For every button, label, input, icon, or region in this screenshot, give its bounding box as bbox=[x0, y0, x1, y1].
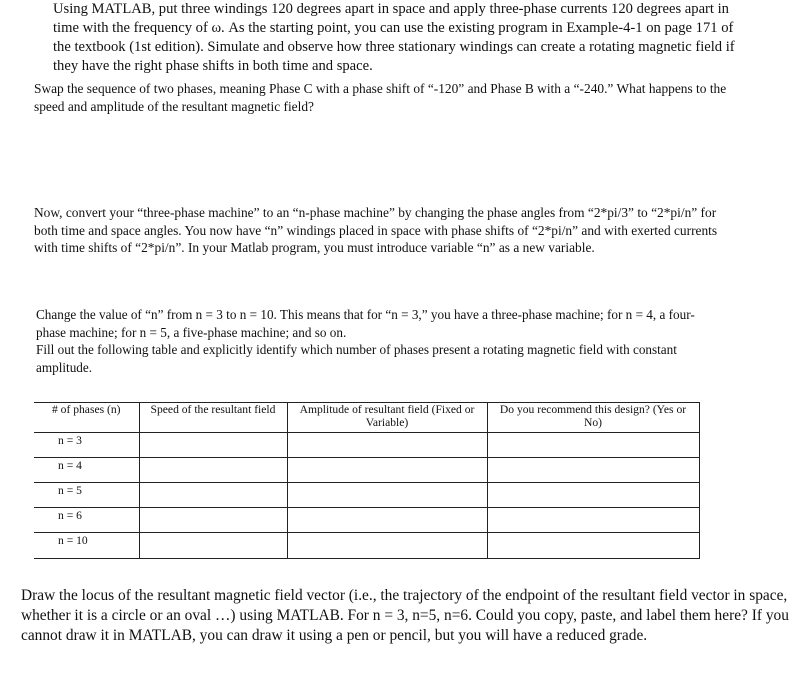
header-amplitude: Amplitude of resultant field (Fixed or Variable) bbox=[287, 403, 487, 433]
row-n-label: n = 5 bbox=[34, 483, 139, 508]
table-row bbox=[34, 458, 699, 483]
cell-recommend[interactable] bbox=[487, 533, 699, 559]
phases-table bbox=[34, 402, 700, 559]
intro-paragraph: Using MATLAB, put three windings 120 degrees apart in space and apply three-phase currents 120 degrees apart in time with the frequency of ω. As the starting point, you can use the existing program in Example-4-1 on page 171 of the textbook (1st edition). Simulate and observe how three stationary windings can create a rotating magnetic field if they have the right phase shifts in both time and space. bbox=[53, 1, 735, 74]
cell-recommend[interactable] bbox=[487, 458, 699, 483]
row-n-label: n = 10 bbox=[34, 533, 139, 559]
row-n-label: n = 4 bbox=[34, 458, 139, 483]
table-header-row bbox=[34, 403, 699, 433]
table-row bbox=[34, 508, 699, 533]
table-row bbox=[34, 483, 699, 508]
table-row bbox=[34, 533, 699, 559]
cell-recommend[interactable] bbox=[487, 433, 699, 458]
cell-speed[interactable] bbox=[139, 508, 287, 533]
cell-recommend[interactable] bbox=[487, 483, 699, 508]
cell-recommend[interactable] bbox=[487, 508, 699, 533]
cell-amplitude[interactable] bbox=[287, 483, 487, 508]
question-swap-phases: Swap the sequence of two phases, meaning Phase C with a phase shift of “-120” and Phase B with a “-240.” What happens to the speed and amplitude of the resultant magnetic field? bbox=[34, 81, 727, 114]
cell-amplitude[interactable] bbox=[287, 508, 487, 533]
header-speed: Speed of the resultant field bbox=[139, 403, 287, 433]
question-fill-table-line1: Change the value of “n” from n = 3 to n = 10. This means that for “n = 3,” you have a three-phase machine; for n = 4, a four-phase machine; for n = 5, a five-phase machine; and so on. bbox=[36, 307, 695, 340]
cell-speed[interactable] bbox=[139, 458, 287, 483]
question-fill-table bbox=[36, 306, 696, 376]
cell-amplitude[interactable] bbox=[287, 433, 487, 458]
cell-amplitude[interactable] bbox=[287, 458, 487, 483]
question-draw-locus: Draw the locus of the resultant magnetic field vector (i.e., the trajectory of the endpoint of the resultant field vector in space, whether it is a circle or an oval …) using MATLAB. For n = 3, n=5, n=6. Could you copy, paste, and label them here? If you cannot draw it in MATLAB, you can draw it using a pen or pencil, but you will have a reduced grade. bbox=[21, 587, 789, 644]
row-n-label: n = 6 bbox=[34, 508, 139, 533]
row-n-label: n = 3 bbox=[34, 433, 139, 458]
table-row bbox=[34, 433, 699, 458]
cell-amplitude[interactable] bbox=[287, 533, 487, 559]
question-fill-table-line2: Fill out the following table and explicitly identify which number of phases present a rotating magnetic field with constant amplitude. bbox=[36, 342, 677, 375]
cell-speed[interactable] bbox=[139, 433, 287, 458]
header-number-of-phases: # of phases (n) bbox=[34, 403, 139, 433]
question-n-phase-machine: Now, convert your “three-phase machine” to an “n-phase machine” by changing the phase angles from “2*pi/3” to “2*pi/n” for both time and space angles. You now have “n” windings placed in space with phase shifts of “2*pi/n” and with exerted currents with time shifts of “2*pi/n”. In your Matlab program, you must introduce variable “n” as a new variable. bbox=[34, 205, 718, 255]
cell-speed[interactable] bbox=[139, 483, 287, 508]
cell-speed[interactable] bbox=[139, 533, 287, 559]
header-recommend: Do you recommend this design? (Yes or No) bbox=[487, 403, 699, 433]
